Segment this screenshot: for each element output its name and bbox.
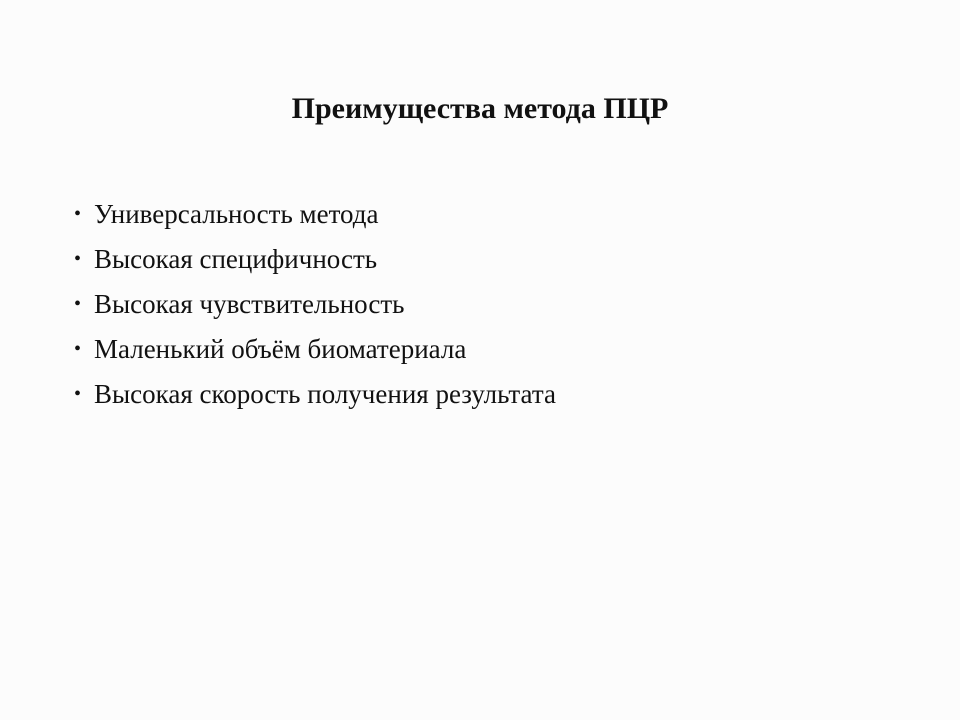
list-item (74, 327, 894, 372)
list-item (74, 282, 894, 327)
list-item (74, 192, 894, 237)
list-item-text: Маленький объём биоматериала (94, 334, 467, 364)
bullet-icon: • (74, 383, 82, 405)
list-item-text: Высокая специфичность (94, 244, 378, 274)
bullet-icon: • (74, 248, 82, 270)
list-item-text: Универсальность метода (94, 199, 379, 229)
bullet-icon: • (74, 203, 82, 225)
list-item-text: Высокая чувствительность (94, 289, 405, 319)
list-item-text: Высокая скорость получения результата (94, 379, 556, 409)
bullet-icon: • (74, 338, 82, 360)
list-item (74, 372, 894, 417)
slide-title: Преимущества метода ПЦР (291, 92, 669, 125)
bullet-list (74, 192, 894, 417)
bullet-icon: • (74, 293, 82, 315)
list-item (74, 237, 894, 282)
